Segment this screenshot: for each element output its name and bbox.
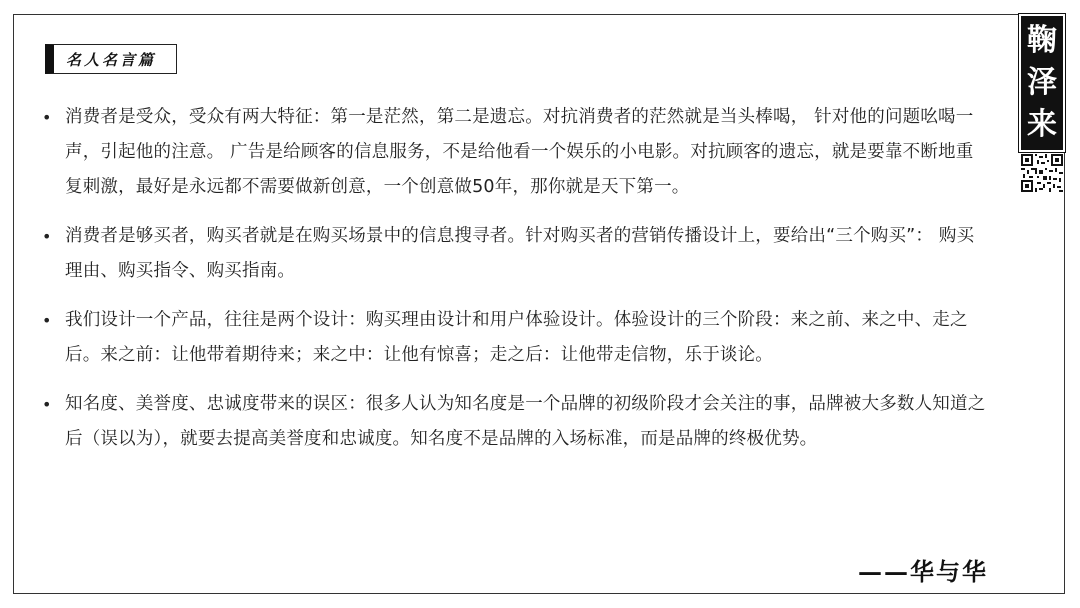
quotes-list	[40, 100, 990, 471]
brand-char: 来	[1027, 107, 1057, 142]
brand-seal	[1019, 14, 1065, 152]
brand-char: 鞠	[1027, 23, 1057, 58]
brand-char: 泽	[1027, 65, 1057, 100]
quote-item: • 消费者是受众，受众有两大特征：第一是茫然，第二是遗忘。对抗消费者的茫然就是当头棒喝， 针对他的问题吆喝一声，引起他的注意。 广告是给顾客的信息服务，不是给他看一个娱乐的小电影。对抗顾客的遗忘，就是要靠不断地重复刺激，最好是永远都不需要做新创意，一个创意做50年，那你就是天下第一。	[40, 100, 990, 205]
quote-item: • 我们设计一个产品，往往是两个设计：购买理由设计和用户体验设计。体验设计的三个阶段：来之前、来之中、走之后。来之前：让他带着期待来；来之中：让他有惊喜；走之后：让他带走信物，乐于谈论。	[40, 303, 990, 373]
signature: ——华与华	[858, 557, 988, 586]
quote-item: • 消费者是够买者，购买者就是在购买场景中的信息搜寻者。针对购买者的营销传播设计上，要给出“三个购买”： 购买理由、购买指令、购买指南。	[40, 219, 990, 289]
section-tag	[45, 44, 177, 74]
section-tag-label: 名人名言篇	[66, 50, 157, 69]
qr-code-icon	[1021, 154, 1063, 192]
quote-item: • 知名度、美誉度、忠诚度带来的误区：很多人认为知名度是一个品牌的初级阶段才会关注的事，品牌被大多数人知道之后（误以为），就要去提高美誉度和忠诚度。知名度不是品牌的入场标准，而是品牌的终极优势。	[40, 387, 990, 457]
